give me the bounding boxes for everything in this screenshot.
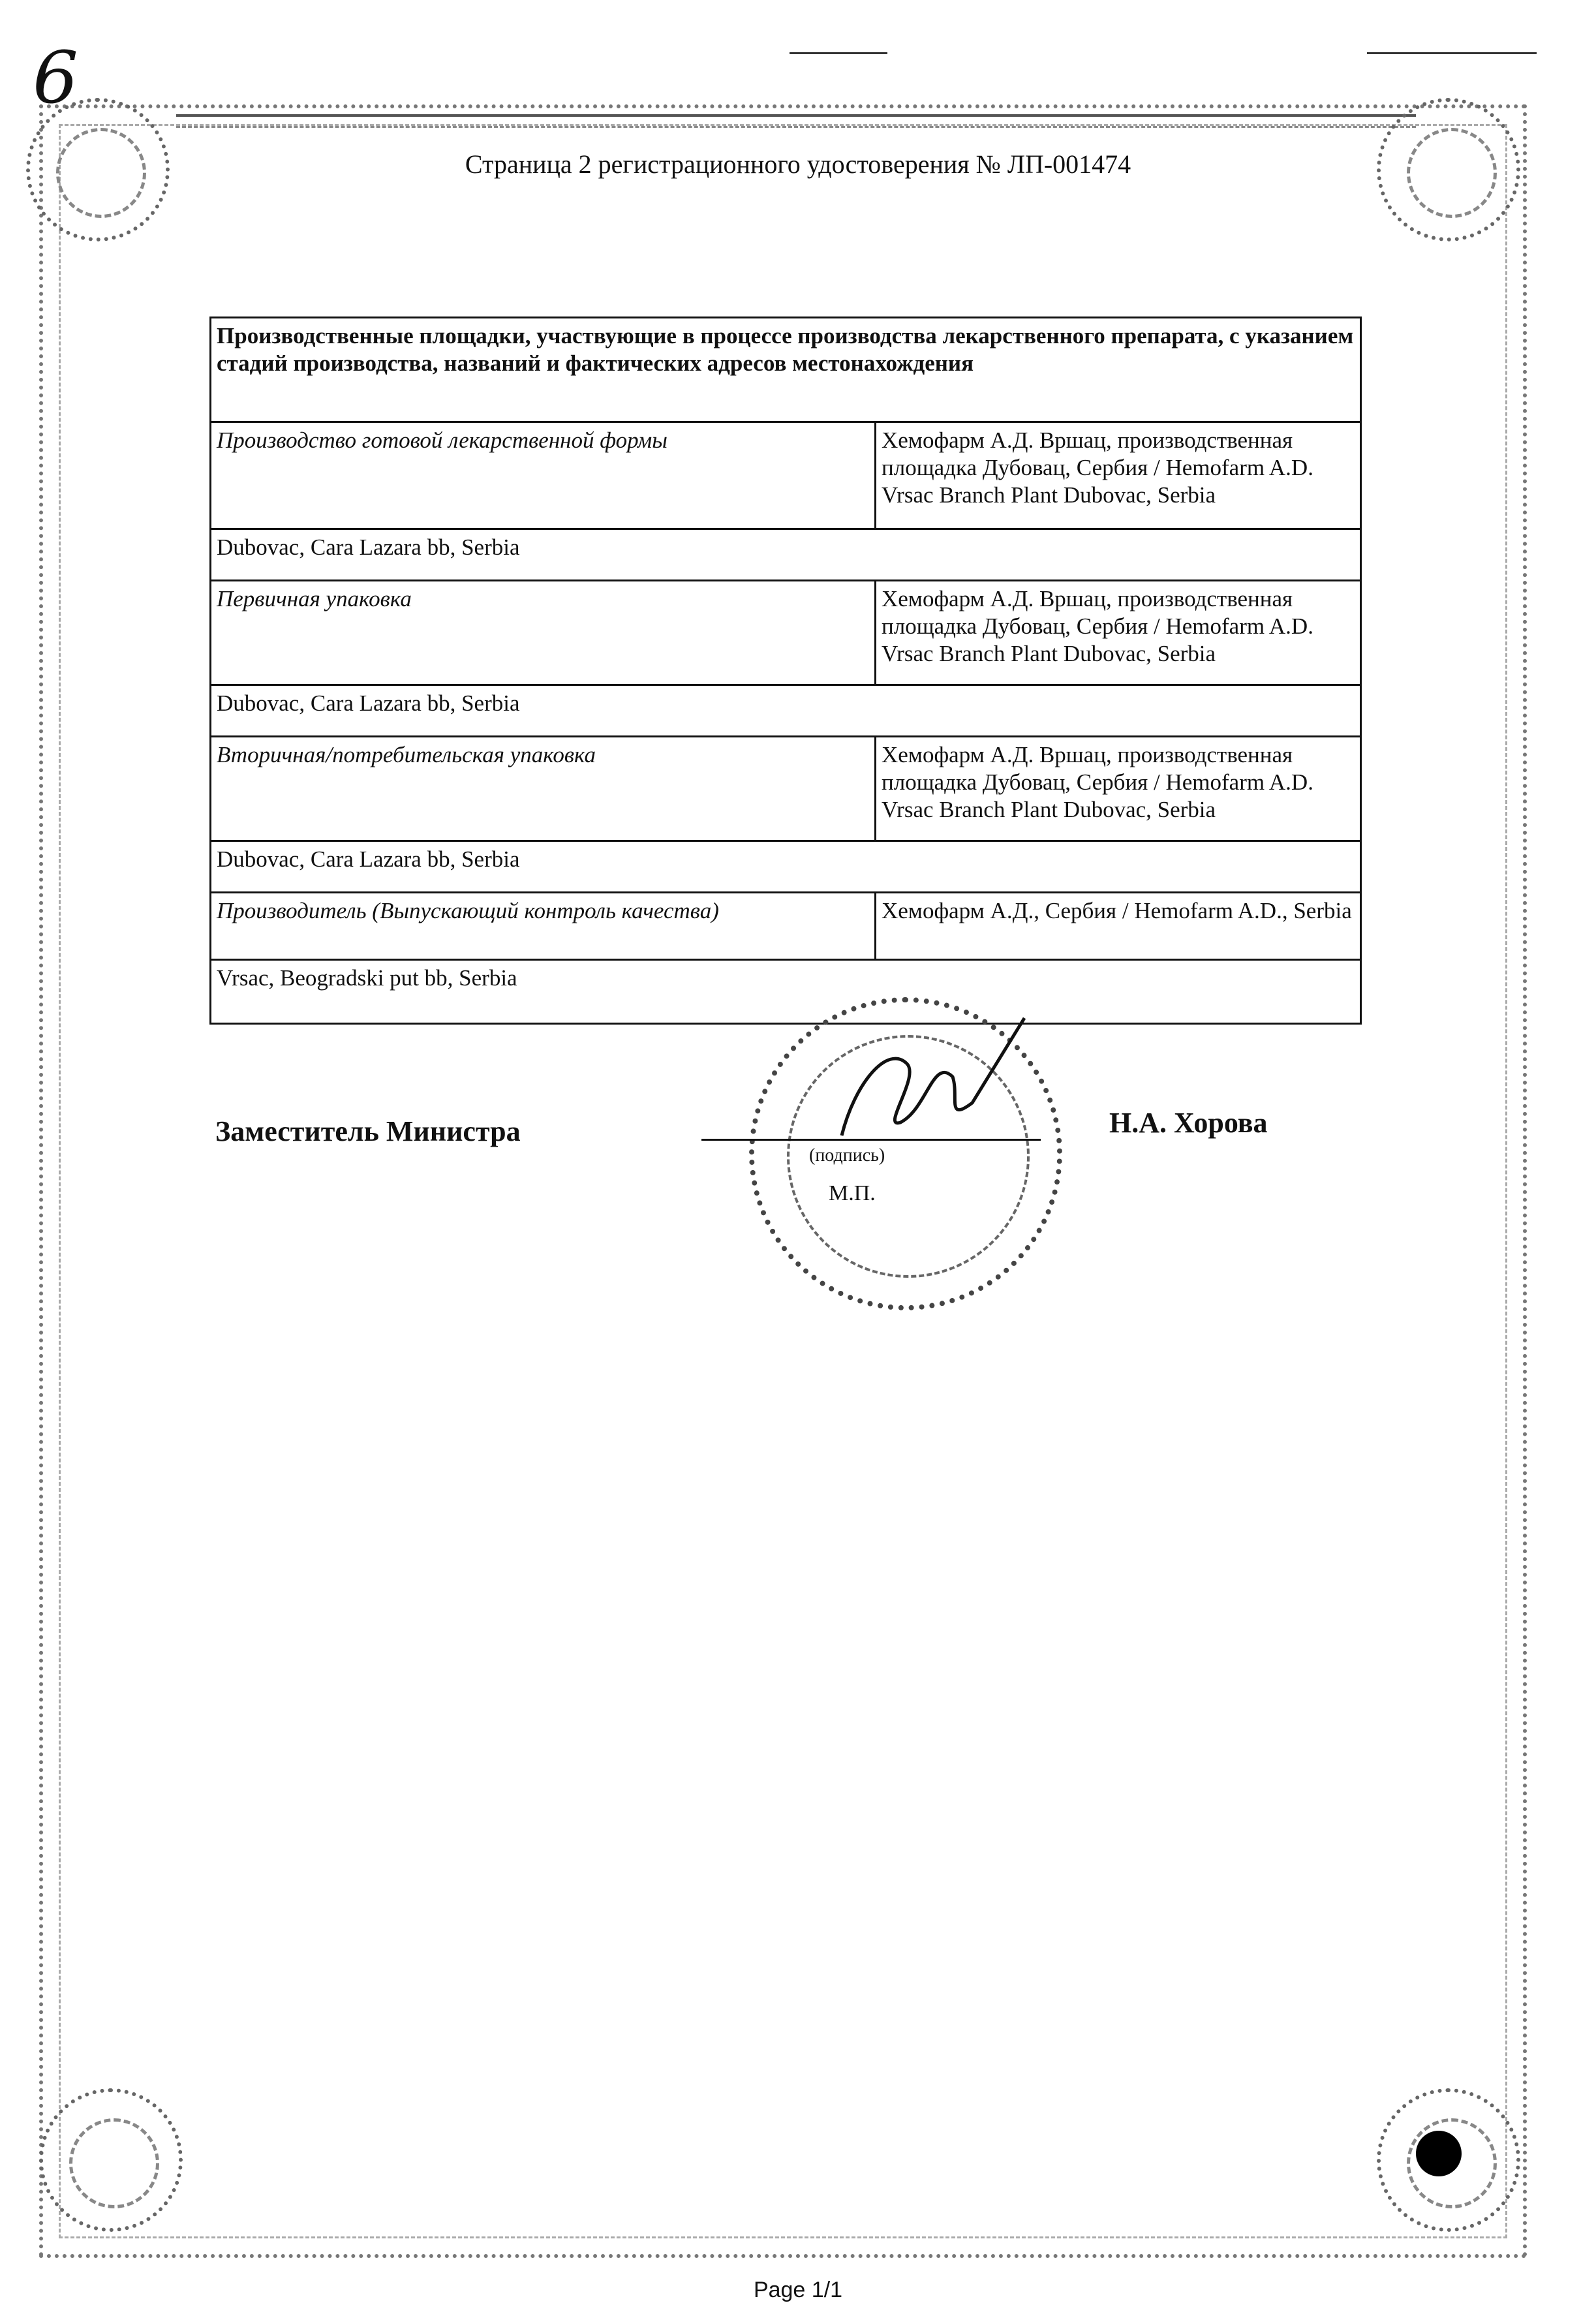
table-row — [211, 960, 1361, 1024]
table-row — [211, 581, 1361, 685]
page-title: Страница 2 регистрационного удостоверения № ЛП-001474 — [465, 149, 1131, 179]
address-cell: Vrsac, Beogradski put bb, Serbia — [211, 960, 1361, 1024]
handwritten-signature — [803, 1005, 1037, 1162]
table-row — [211, 685, 1361, 737]
divider — [790, 52, 887, 54]
handwritten-mark: 6 — [33, 36, 78, 119]
site-cell: Хемофарм А.Д. Вршац, производственная площадка Дубовац, Сербия / Hemofarm A.D. Vrsac Branch Plant Dubovac, Serbia — [876, 422, 1361, 529]
page-footer: Page 1/1 — [753, 2278, 843, 2302]
table-row — [211, 422, 1361, 529]
table-row — [211, 737, 1361, 841]
stage-cell: Первичная упаковка — [211, 581, 876, 685]
table-row — [211, 841, 1361, 893]
address-cell: Dubovac, Cara Lazara bb, Serbia — [211, 529, 1361, 581]
divider — [1367, 52, 1537, 54]
seal-label: М.П. — [829, 1181, 876, 1205]
stage-cell: Производство готовой лекарственной формы — [211, 422, 876, 529]
signature-label: (подпись) — [809, 1145, 885, 1166]
stage-cell: Вторичная/потребительская упаковка — [211, 737, 876, 841]
table-row — [211, 529, 1361, 581]
signatory-name: Н.А. Хорова — [1109, 1107, 1268, 1139]
production-sites-table — [209, 317, 1362, 1025]
site-cell: Хемофарм А.Д., Сербия / Hemofarm A.D., Serbia — [876, 893, 1361, 960]
address-cell: Dubovac, Cara Lazara bb, Serbia — [211, 841, 1361, 893]
site-cell: Хемофарм А.Д. Вршац, производственная площадка Дубовац, Сербия / Hemofarm A.D. Vrsac Branch Plant Dubovac, Serbia — [876, 737, 1361, 841]
table-header: Производственные площадки, участвующие в процессе производства лекарственного препарата, с указанием стадий производства, названий и фактических адресов местонахождения — [211, 318, 1361, 422]
hole-punch-mark — [1416, 2131, 1462, 2176]
stage-cell: Производитель (Выпускающий контроль качества) — [211, 893, 876, 960]
address-cell: Dubovac, Cara Lazara bb, Serbia — [211, 685, 1361, 737]
site-cell: Хемофарм А.Д. Вршац, производственная площадка Дубовац, Сербия / Hemofarm A.D. Vrsac Branch Plant Dubovac, Serbia — [876, 581, 1361, 685]
decorative-top-band — [176, 114, 1416, 128]
signatory-position: Заместитель Министра — [215, 1115, 521, 1147]
table-row — [211, 893, 1361, 960]
corner-rosette-icon — [39, 2088, 183, 2232]
signature-line — [701, 1139, 1041, 1141]
